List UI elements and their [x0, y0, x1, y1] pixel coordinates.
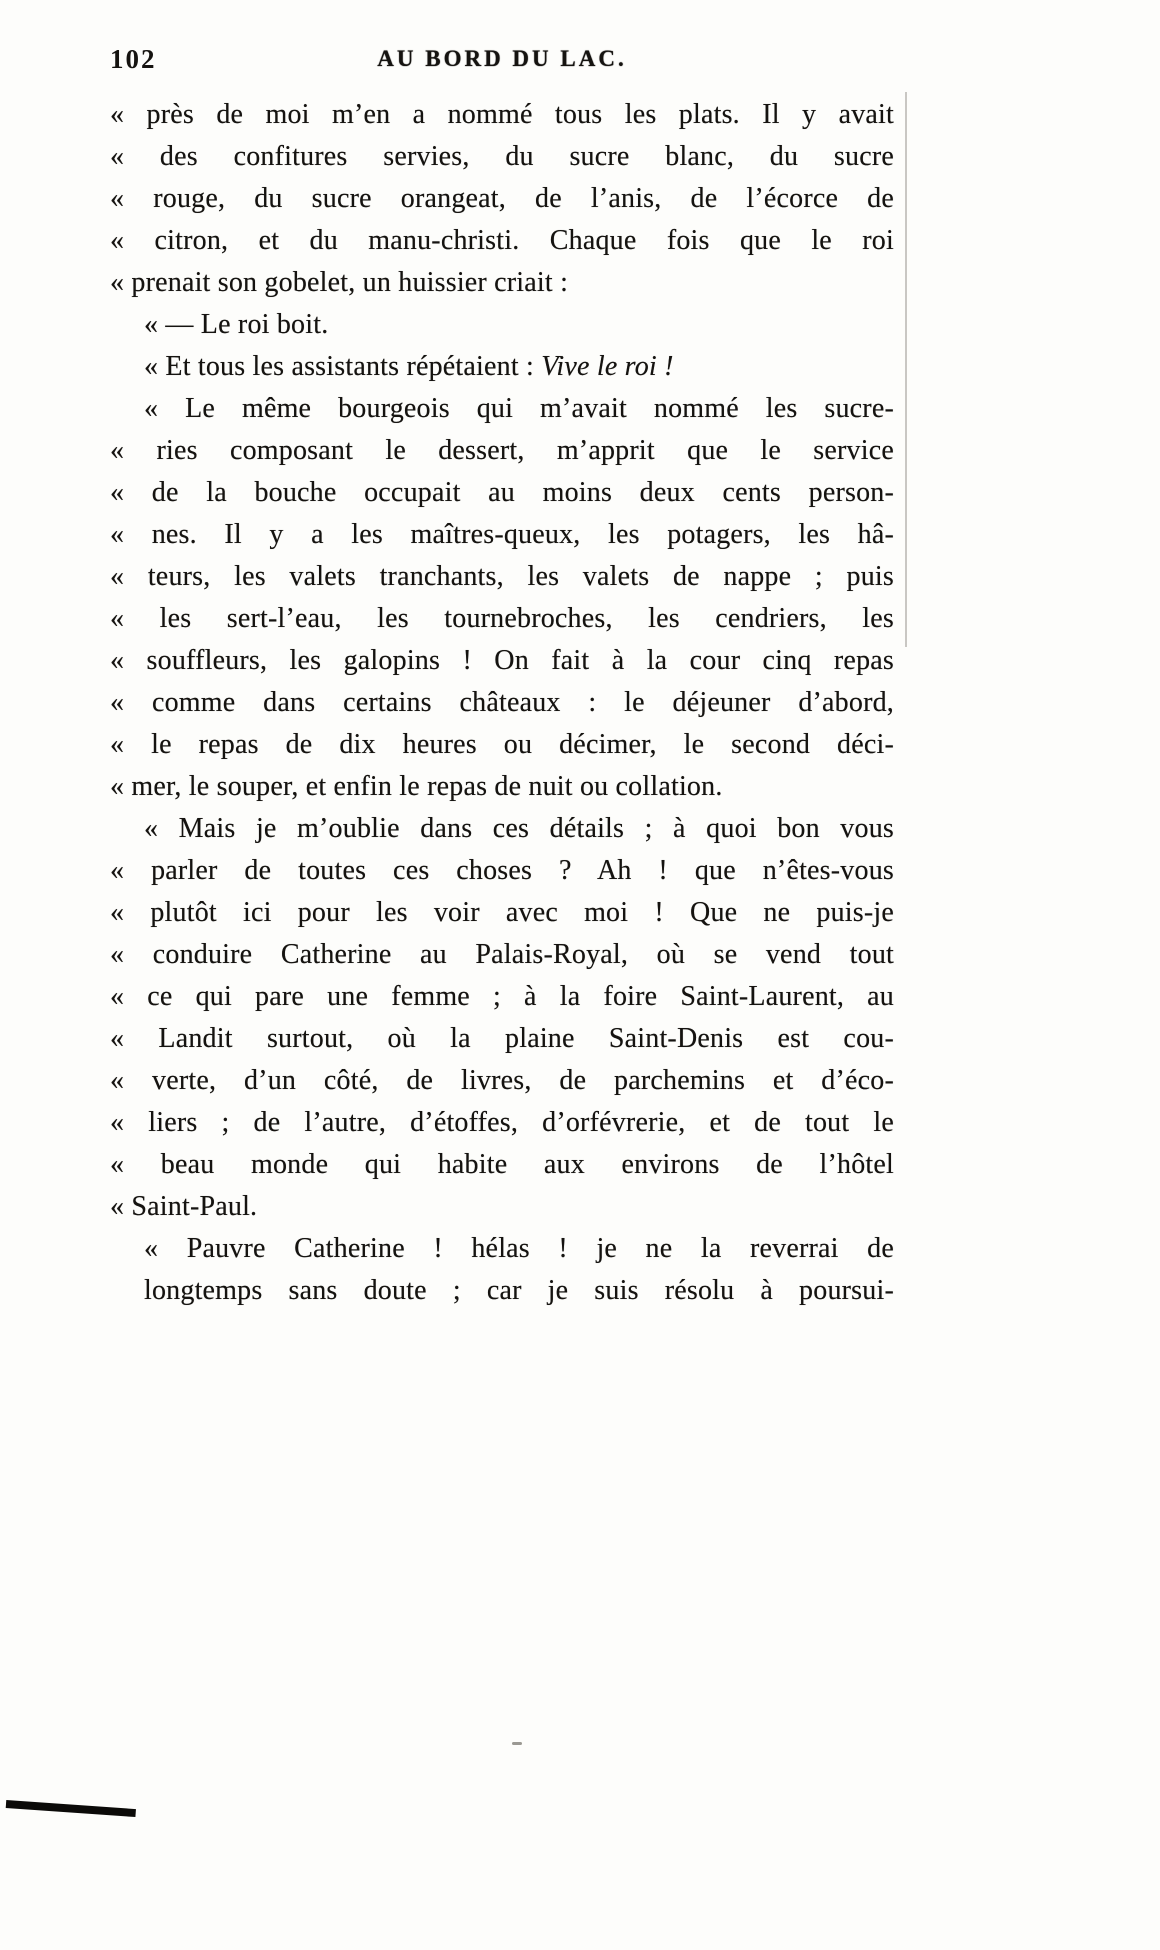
page-header [110, 44, 894, 84]
running-title: AU BORD DU LAC. [377, 46, 627, 71]
text-line [110, 514, 894, 556]
line-text: « rouge, du sucre orangeat, de l’anis, de l’écorce de [110, 183, 894, 214]
text-line [110, 976, 894, 1018]
text-line [110, 430, 894, 472]
line-text: « teurs, les valets tranchants, les valets de nappe ; puis [110, 561, 894, 592]
text-block [110, 94, 894, 1312]
text-line [110, 892, 894, 934]
text-line [110, 850, 894, 892]
text-line [110, 304, 894, 346]
text-line [110, 1270, 894, 1312]
line-text: longtemps sans doute ; car je suis résolu à poursui- [144, 1275, 894, 1306]
line-text: « Saint-Paul. [110, 1191, 258, 1222]
text-line [110, 724, 894, 766]
text-line [110, 1018, 894, 1060]
line-text: « — Le roi boit. [144, 309, 329, 340]
text-line [110, 934, 894, 976]
text-line [110, 1228, 894, 1270]
line-text: « liers ; de l’autre, d’étoffes, d’orfévrerie, et de tout le [110, 1107, 894, 1138]
line-text: « beau monde qui habite aux environs de l’hôtel [110, 1149, 894, 1180]
line-text: « Et tous les assistants répétaient : [144, 351, 542, 382]
line-text: « prenait son gobelet, un huissier criait : [110, 267, 569, 298]
line-text: « nes. Il y a les maîtres-queux, les potagers, les hâ- [110, 519, 894, 550]
text-line [110, 178, 894, 220]
text-line [110, 94, 894, 136]
text-line [110, 136, 894, 178]
text-line [110, 472, 894, 514]
text-line [110, 388, 894, 430]
text-line [110, 640, 894, 682]
line-text: « mer, le souper, et enfin le repas de nuit ou collation. [110, 771, 723, 802]
text-line [110, 766, 894, 808]
italic-phrase: Vive le roi ! [541, 351, 674, 382]
scan-speck [512, 1742, 522, 1745]
line-text: « près de moi m’en a nommé tous les plats. Il y avait [110, 99, 894, 130]
line-text: « Landit surtout, où la plaine Saint-Denis est cou- [110, 1023, 894, 1054]
line-text: « ries composant le dessert, m’apprit que le service [110, 435, 894, 466]
line-text: « des confitures servies, du sucre blanc, du sucre [110, 141, 894, 172]
text-line [110, 682, 894, 724]
scan-artifact-line [6, 1800, 136, 1817]
line-text: « de la bouche occupait au moins deux cents person- [110, 477, 894, 508]
text-line [110, 220, 894, 262]
line-text: « les sert-l’eau, les tournebroches, les cendriers, les [110, 603, 894, 634]
line-text: « le repas de dix heures ou décimer, le second déci- [110, 729, 894, 760]
line-text: « parler de toutes ces choses ? Ah ! que n’êtes-vous [110, 855, 894, 886]
line-text: « verte, d’un côté, de livres, de parchemins et d’éco- [110, 1065, 894, 1096]
text-line [110, 1144, 894, 1186]
line-text: « ce qui pare une femme ; à la foire Saint-Laurent, au [110, 981, 894, 1012]
line-text: « citron, et du manu-christi. Chaque fois que le roi [110, 225, 894, 256]
text-line [110, 598, 894, 640]
line-text: « comme dans certains châteaux : le déjeuner d’abord, [110, 687, 894, 718]
text-line [110, 346, 894, 388]
line-text: « souffleurs, les galopins ! On fait à la cour cinq repas [110, 645, 894, 676]
line-text: « Mais je m’oublie dans ces détails ; à quoi bon vous [144, 813, 894, 844]
page-number: 102 [110, 44, 157, 74]
text-line [110, 1060, 894, 1102]
line-text: « Pauvre Catherine ! hélas ! je ne la reverrai de [144, 1233, 894, 1264]
text-line [110, 262, 894, 304]
text-line [110, 556, 894, 598]
text-line [110, 1102, 894, 1144]
scan-edge-line [905, 92, 907, 647]
line-text: « conduire Catherine au Palais-Royal, où se vend tout [110, 939, 894, 970]
line-text: « Le même bourgeois qui m’avait nommé les sucre- [144, 393, 894, 424]
text-line [110, 1186, 894, 1228]
text-line [110, 808, 894, 850]
line-text: « plutôt ici pour les voir avec moi ! Que ne puis-je [110, 897, 894, 928]
